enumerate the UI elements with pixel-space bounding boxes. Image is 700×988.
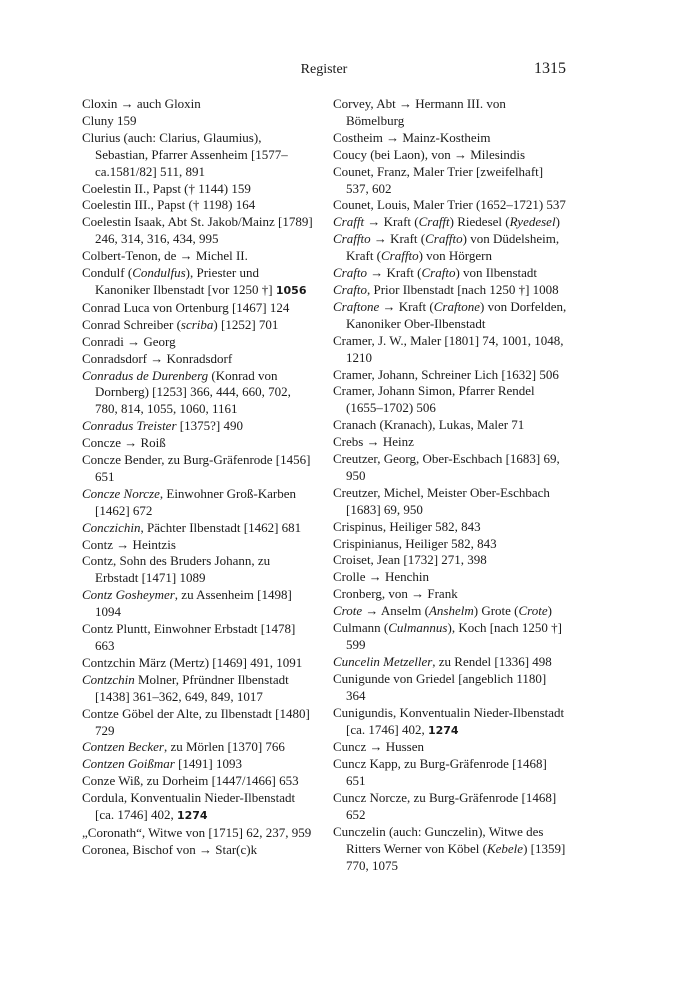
index-entry: Cranach (Kranach), Lukas, Maler 71 xyxy=(333,417,525,433)
index-entry: Coelestin II., Papst († 1144) 159 xyxy=(82,180,251,196)
index-entry: Counet, Franz, Maler Trier [zweifelhaft] 537, 602 xyxy=(333,163,544,196)
index-entry: Colbert-Tenon, de → Michel II. xyxy=(82,248,248,264)
index-entry: Coelestin III., Papst († 1198) 164 xyxy=(82,197,256,213)
index-entry: Conrad Luca von Ortenburg [1467] 124 xyxy=(82,299,290,315)
index-entry: Cramer, J. W., Maler [1801] 74, 1001, 1048, 1210 xyxy=(333,332,564,365)
index-entry: Contz → Heintzis xyxy=(82,536,176,552)
index-entry: Cunigundis, Konventualin Nieder-Ilbenstadt [ca. 1746] 402, 1274 xyxy=(333,704,565,737)
index-column-right xyxy=(333,96,567,875)
index-entry: Condulf (Condulfus), Priester und Kanoniker Ilbenstadt [vor 1250 †] 1056 xyxy=(82,265,307,297)
index-entry: Crote → Anselm (Anshelm) Grote (Crote) xyxy=(333,603,552,619)
index-entry: Conradi → Georg xyxy=(82,333,176,349)
index-entry: Conczichin, Pächter Ilbenstadt [1462] 681 xyxy=(82,519,302,535)
index-entry: Conrad Schreiber (scriba) [1252] 701 xyxy=(82,316,279,332)
index-entry: Contze Göbel der Alte, zu Ilbenstadt [1480] 729 xyxy=(82,705,310,738)
index-entry: Crafto, Prior Ilbenstadt [nach 1250 †] 1008 xyxy=(333,281,559,297)
index-entry: Conradus Treister [1375?] 490 xyxy=(82,418,243,434)
running-title: Register xyxy=(300,62,348,77)
index-entry: Creutzer, Georg, Ober-Eschbach [1683] 69, 950 xyxy=(333,451,560,483)
index-entry: Corvey, Abt → Hermann III. von Bömelburg xyxy=(333,96,506,128)
index-entry: Costheim → Mainz-Kostheim xyxy=(333,129,491,145)
index-entry: Cunczelin (auch: Gunczelin), Witwe des Ritters Werner von Köbel (Kebele) [1359] 770, 1075 xyxy=(333,823,566,873)
index-entry: Crispinus, Heiliger 582, 843 xyxy=(333,518,481,534)
index-entry: Crebs → Heinz xyxy=(333,434,414,450)
index-entry: Contzen Becker, zu Mörlen [1370] 766 xyxy=(82,739,285,755)
index-entry: Cramer, Johann, Schreiner Lich [1632] 506 xyxy=(333,366,559,382)
index-entry: Craftone → Kraft (Craftone) von Dorfelden, Kanoniker Ober-Ilbenstadt xyxy=(333,298,567,331)
index-entry: Cuncelin Metzeller, zu Rendel [1336] 498 xyxy=(333,653,552,669)
index-entry: „Coronath“, Witwe von [1715] 62, 237, 959 xyxy=(82,824,312,840)
index-entry: Craffto → Kraft (Craffto) von Düdelsheim, Kraft (Craffto) von Hörgern xyxy=(333,231,560,264)
index-entry: Contz Pluntt, Einwohner Erbstadt [1478] 663 xyxy=(82,621,296,653)
index-entry: Coronea, Bischof von → Star(c)k xyxy=(82,841,258,857)
index-entry: Crolle → Henchin xyxy=(333,569,430,585)
index-entry: Conze Wiß, zu Dorheim [1447/1466] 653 xyxy=(82,773,299,789)
index-entry: Crafft → Kraft (Crafft) Riedesel (Ryedesel) xyxy=(333,214,560,230)
index-entry: Creutzer, Michel, Meister Ober-Eschbach [1683] 69, 950 xyxy=(333,484,550,517)
index-entry: Coucy (bei Laon), von → Milesindis xyxy=(333,146,526,162)
index-entry: Coelestin Isaak, Abt St. Jakob/Mainz [1789] 246, 314, 316, 434, 995 xyxy=(82,214,313,247)
index-entry: Conradsdorf → Konradsdorf xyxy=(82,350,233,366)
index-entry: Contz Gosheymer, zu Assenheim [1498] 1094 xyxy=(82,587,292,620)
page-header xyxy=(82,60,566,84)
index-entry: Contzchin März (Mertz) [1469] 491, 1091 xyxy=(82,654,303,670)
index-entry: Croiset, Jean [1732] 271, 398 xyxy=(333,552,487,568)
index-column-left xyxy=(82,96,314,859)
index-entry: Contzchin Molner, Pfründner Ilbenstadt [1438] 361–362, 649, 849, 1017 xyxy=(82,671,289,704)
index-entry: Concze Norcze, Einwohner Groß-Karben [1462] 672 xyxy=(82,485,296,518)
index-entry: Concze → Roiß xyxy=(82,435,166,451)
index-entry: Clurius (auch: Clarius, Glaumius), Sebastian, Pfarrer Assenheim [1577–ca.1581/82] 511, 891 xyxy=(82,129,288,179)
index-entry: Cramer, Johann Simon, Pfarrer Rendel (1655–1702) 506 xyxy=(333,383,535,416)
index-entry: Cuncz Kapp, zu Burg-Gräfenrode [1468] 651 xyxy=(333,756,547,789)
index-entry: Cloxin → auch Gloxin xyxy=(82,96,201,111)
index-entry: Cuncz → Hussen xyxy=(333,739,424,755)
index-entry: Contzen Goißmar [1491] 1093 xyxy=(82,756,242,772)
index-entry: Crafto → Kraft (Crafto) von Ilbenstadt xyxy=(333,265,538,281)
index-entry: Conradus de Durenberg (Konrad von Dornberg) [1253] 366, 444, 660, 702, 780, 814, 1055, 1060, 1161 xyxy=(82,367,291,417)
index-entry: Concze Bender, zu Burg-Gräfenrode [1456] 651 xyxy=(82,452,311,484)
index-entry: Crispinianus, Heiliger 582, 843 xyxy=(333,535,497,551)
page-number: 1315 xyxy=(534,60,566,77)
index-entry: Cordula, Konventualin Nieder-Ilbenstadt [ca. 1746] 402, 1274 xyxy=(82,790,296,823)
index-entry: Culmann (Culmannus), Koch [nach 1250 †] 599 xyxy=(333,620,562,652)
index-entry: Cluny 159 xyxy=(82,112,137,128)
index-entry: Cunigunde von Griedel [angeblich 1180] 364 xyxy=(333,670,547,703)
index-entry: Counet, Louis, Maler Trier (1652–1721) 537 xyxy=(333,197,566,213)
index-entry: Cuncz Norcze, zu Burg-Gräfenrode [1468] 652 xyxy=(333,790,557,823)
index-entry: Contz, Sohn des Bruders Johann, zu Erbstadt [1471] 1089 xyxy=(82,553,271,586)
index-entry: Cronberg, von → Frank xyxy=(333,586,458,602)
